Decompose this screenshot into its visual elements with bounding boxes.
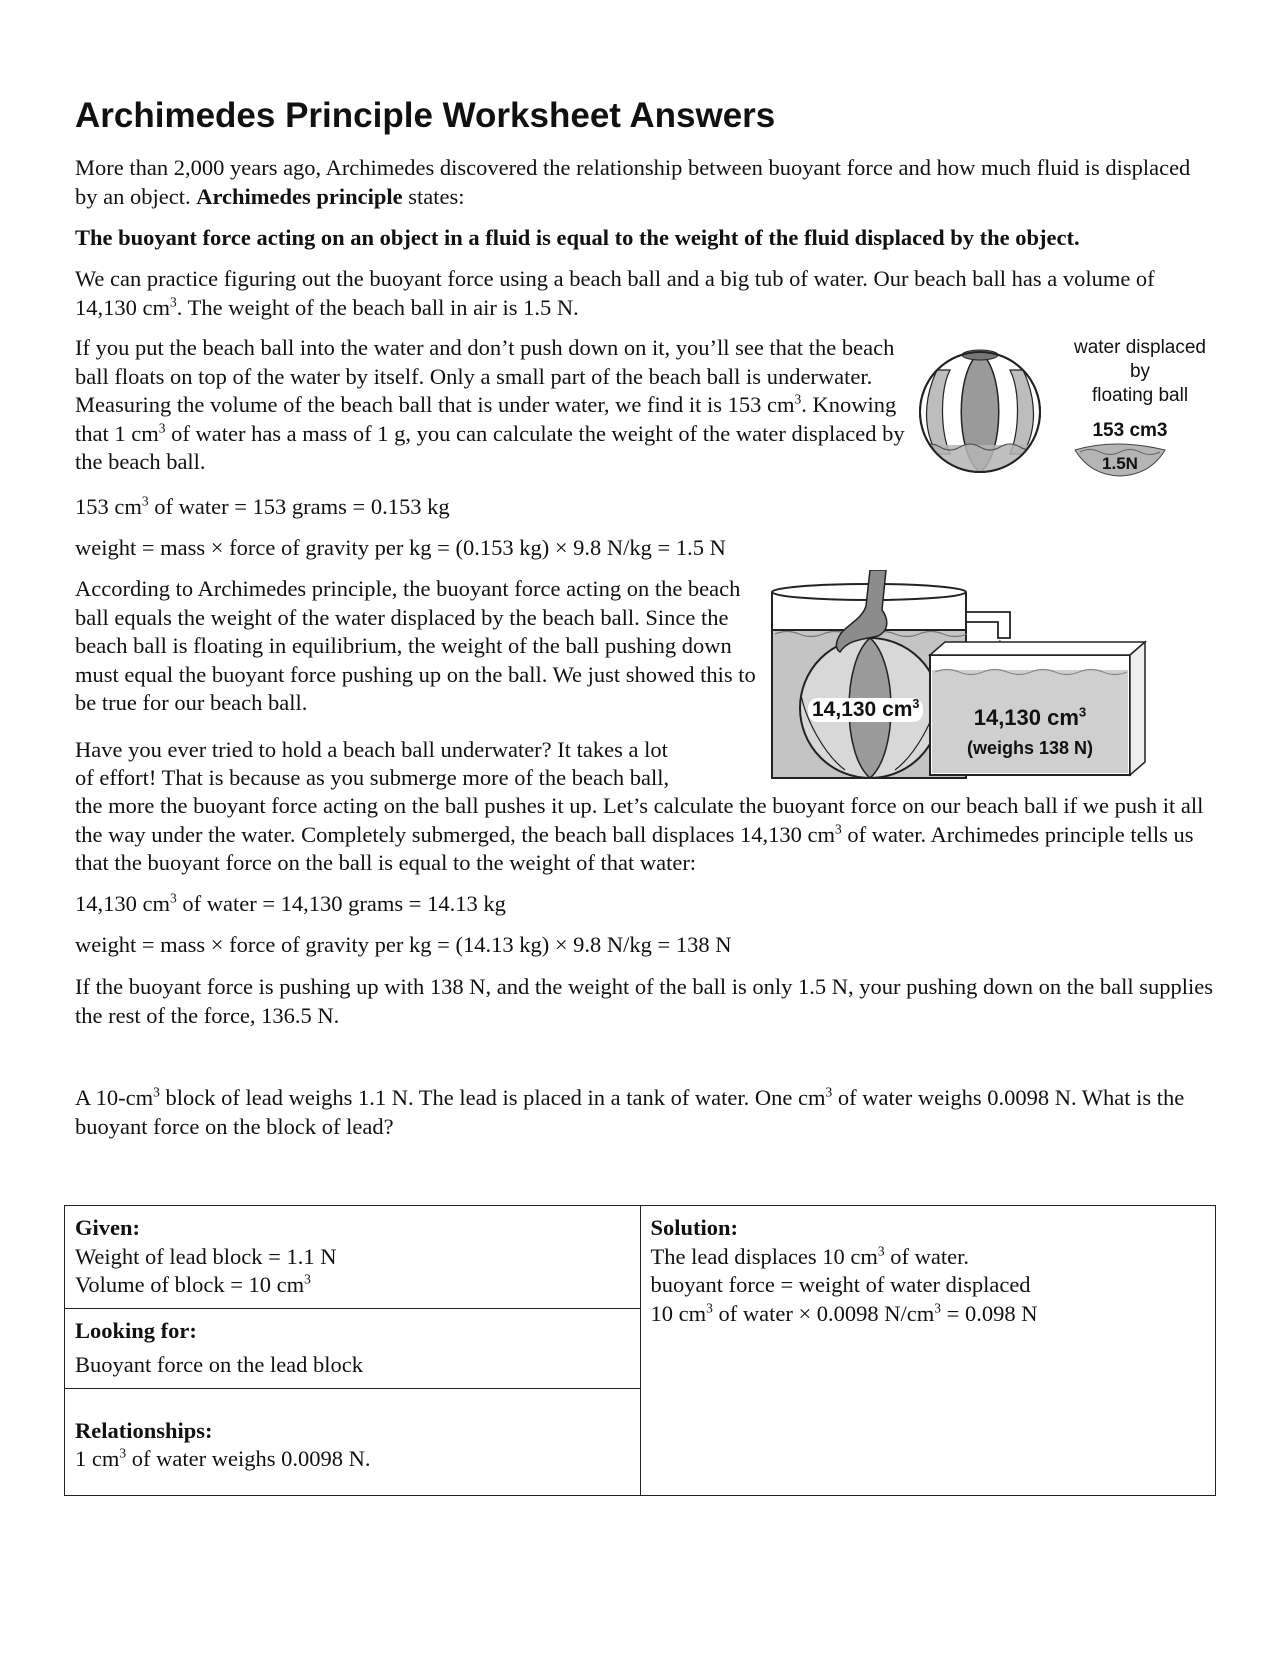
solution-line3-text-a: 10 cm (650, 1300, 707, 1326)
superscript: 3 (934, 1300, 942, 1315)
tank-weight-label: (weighs 138 N) (966, 738, 1094, 758)
floating-weight-label: 1.5N (1102, 454, 1138, 473)
superscript: 3 (825, 1084, 833, 1100)
floating-caption-line3: floating ball (1091, 385, 1189, 406)
solution-table (64, 1205, 1216, 1496)
superscript: 3 (304, 1271, 311, 1287)
equation-weight-floating: weight = mass × force of gravity per kg = (0.153 kg) × 9.8 N/kg = 1.5 N (75, 535, 726, 560)
superscript: 3 (877, 1243, 885, 1258)
solution-cell (640, 1206, 1216, 1496)
underwater-line2: of effort! That is because as you submerge more of the beach ball, (75, 765, 670, 790)
superscript: 3 (912, 697, 920, 711)
equation-mass-submerged (75, 890, 506, 919)
looking-for-text: Buoyant force on the lead block (75, 1352, 364, 1377)
superscript: 3 (706, 1300, 713, 1315)
tank-volume-text: 14,130 cm (973, 705, 1079, 730)
underwater-paragraph-rest (75, 792, 1225, 878)
intro-text: More than 2,000 years ago, Archimedes discovered the relationship between buoyant force and how much fluid is displaced by an object. (75, 155, 1191, 209)
problem-text-b: block of lead weighs 1.1 N. The lead is placed in a tank of water. One cm (159, 1085, 826, 1110)
solution-line1 (651, 1243, 1206, 1272)
solution-line1-text-a: The lead displaces 10 cm (650, 1243, 878, 1269)
principle-statement: The buoyant force acting on an object in a fluid is equal to the weight of the fluid displaced by the object. (75, 225, 1080, 250)
superscript: 3 (141, 493, 149, 509)
superscript: 3 (170, 890, 177, 906)
looking-for-cell (65, 1308, 641, 1388)
eq1-text-a: 153 cm (75, 494, 142, 519)
given-label: Given: (75, 1215, 140, 1240)
given-line2 (75, 1271, 630, 1300)
eq3-text-b: of water = 14,130 grams = 14.13 kg (176, 891, 506, 916)
ball-volume-text: 14,130 cm (812, 698, 913, 721)
superscript: 3 (835, 821, 842, 836)
superscript: 3 (1078, 704, 1087, 720)
solution-line2: buoyant force = weight of water displaced (650, 1272, 1031, 1297)
underwater-text-a: the more the buoyant force acting on the ball pushes it up. Let’s calculate the buoyant force on our beach ball if we push it all the way under the water. Completely submerged, the beach ball displaces 14,130 cm (75, 793, 1204, 847)
archimedes-paragraph: According to Archimedes principle, the buoyant force acting on the beach ball equals the weight of the water displaced by the beach ball. Since the beach ball is floating in equilibrium, the weight of the ball pushing down must equal the buoyant force pushing up on the ball. We just showed this to be true for our beach ball. (75, 576, 756, 715)
given-cell (65, 1206, 641, 1309)
superscript: 3 (170, 294, 177, 309)
underwater-line1: Have you ever tried to hold a beach ball underwater? It takes a lot (75, 737, 668, 762)
superscript: 3 (794, 391, 802, 407)
superscript: 3 (119, 1445, 127, 1461)
eq1-text-b: of water = 153 grams = 0.153 kg (148, 494, 450, 519)
relationships-text-b: of water weighs 0.0098 N. (126, 1446, 371, 1471)
intro-paragraph (75, 154, 1215, 211)
given-line2-text: Volume of block = 10 cm (75, 1272, 305, 1297)
problem-text-a: A 10-cm (75, 1085, 154, 1110)
practice-text-a: We can practice figuring out the buoyant force using a beach ball and a big tub of water. Our beach ball has a volume of 14,130 cm (75, 266, 1155, 320)
float-paragraph (75, 334, 905, 477)
solution-line1-text-b: of water. (884, 1243, 970, 1269)
relationships-label: Relationships: (75, 1417, 213, 1443)
problem-text-c: of water weighs 0.0098 N. What is the buoyant force on the block of lead? (75, 1085, 1185, 1139)
given-line1: Weight of lead block = 1.1 N (75, 1243, 337, 1269)
conclusion-paragraph: If the buoyant force is pushing up with 138 N, and the weight of the ball is only 1.5 N, your pushing down on the ball supplies the rest of the force, 136.5 N. (75, 974, 1213, 1028)
floating-caption-line2: by (1129, 361, 1151, 382)
floating-volume-label: 153 cm3 (1092, 420, 1168, 441)
solution-line3-text-b: of water × 0.0098 N/cm (712, 1300, 935, 1326)
relationships-line (75, 1445, 630, 1474)
solution-line3-text-c: = 0.098 N (941, 1300, 1038, 1326)
relationships-text-a: 1 cm (75, 1446, 120, 1471)
submerged-ball-figure (770, 570, 1210, 785)
underwater-text-b: of water. Archimedes principle tells us that the buoyant force on the ball is equal to the weight of that water: (75, 821, 1194, 875)
tank-volume-label (932, 705, 1128, 731)
float-text-c: of water has a mass of 1 g, you can calculate the weight of the water displaced by the beach ball. (75, 420, 905, 474)
practice-text-b: . The weight of the beach ball in air is 1.5 N. (176, 294, 579, 320)
float-text-b: . Knowing that 1 cm (75, 392, 897, 446)
relationships-cell (65, 1388, 641, 1495)
eq3-text-a: 14,130 cm (75, 891, 170, 916)
equation-weight-submerged: weight = mass × force of gravity per kg = (14.13 kg) × 9.8 N/kg = 138 N (75, 932, 732, 957)
page-title: Archimedes Principle Worksheet Answers (75, 96, 776, 135)
practice-paragraph (75, 265, 1205, 322)
looking-for-label: Looking for: (75, 1317, 197, 1343)
intro-bold-term: Archimedes principle (196, 183, 403, 209)
ball-volume-label (808, 698, 923, 722)
intro-tail: states: (402, 183, 465, 209)
floating-caption-line1: water displaced (1073, 337, 1207, 358)
solution-label: Solution: (650, 1215, 739, 1240)
superscript: 3 (153, 1084, 160, 1100)
floating-ball-figure (915, 330, 1235, 490)
float-text-a: If you put the beach ball into the water and don’t push down on it, you’ll see that the beach ball floats on top of the water by itself. Only a small part of the beach ball is underwater. Measuring the volume of the beach ball that is under water, we find it is 153 cm (75, 335, 895, 417)
superscript: 3 (158, 420, 166, 435)
problem-statement (75, 1084, 1225, 1141)
solution-line3 (651, 1300, 1206, 1329)
equation-mass-floating (75, 493, 450, 522)
